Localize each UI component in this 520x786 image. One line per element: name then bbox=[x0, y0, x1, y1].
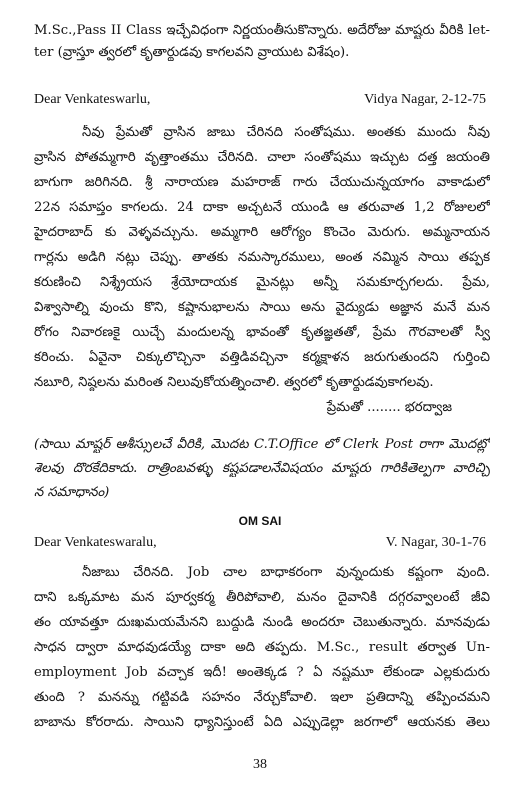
letter2-body-line: తుంది ? మనన్ను గట్టివడి సహనం నేర్చుకోవాలి. ఇలా ప్రతిదాన్ని తప్పించమని bbox=[34, 690, 490, 705]
intro-line-1: M.Sc.,Pass II Class ఇచ్చేవిధంగా నిర్ణయంతీసుకొన్నారు. అదేరోజు మాష్టరు వీరికి let- bbox=[34, 23, 490, 38]
page-number: 38 bbox=[253, 757, 267, 772]
note-line-3: న సమాధానం) bbox=[34, 485, 110, 500]
letter1-body-line: నీవు ప్రేమతో వ్రాసిన జాబు చేరినది సంతోషము. అంతకు ముందు నీవు bbox=[82, 125, 490, 140]
letter1-body-line: హైదరాబాద్ కు వెళ్ళవచ్చును. అమ్మగారి ఆరోగ్యం కొంచెం మెరుగు. అమ్మనాయన bbox=[34, 225, 490, 240]
letter1-salutation: Dear Venkateswarlu, bbox=[34, 92, 151, 107]
letter2-body-line: సాధన ద్వారా మాధవుడయ్యే దాకా అది తప్పదు. M.Sc., result తర్వాత Un- bbox=[34, 640, 490, 655]
letter2-body-line: దాని ఒక్కమాట మన పూర్వకర్మ తీరిపోవాలి, మనం దైవానికి దగ్గరవ్వాలంటే జీవి bbox=[34, 590, 490, 605]
letter1-body-line: విశ్వాసాల్ని వుంచు కొని, కష్టానుభాలను సాయి అను వైద్యుడు అజ్ఞాన మనే మన bbox=[34, 300, 490, 315]
letter2-body-line: బాబాను కోరరాదు. సాయిని ధ్యానిస్తుంటే ఏది ఎప్పుడెల్లా జరగాలో ఆయనకు తెలు bbox=[34, 715, 490, 730]
letter1-body-line: నబూరి, నిష్ఠలను మరింత నిలువుకోయత్నించాలి. త్వరలో కృతార్థుడవుకాగలవు. bbox=[34, 375, 434, 390]
intro-line-2: ter (వ్రాస్తూ త్వరలో కృతార్థుడవు కాగలవని వ్రాయుట విశేషం). bbox=[34, 45, 350, 60]
letter2-body-line: నీజాబు చేరినది. Job చాల బాధాకరంగా వున్నందుకు కష్టంగా వుంది. bbox=[82, 565, 490, 580]
letter1-closing: ప్రేమతో ........ భరద్వాజ bbox=[326, 400, 452, 415]
section-heading: OM SAI bbox=[238, 514, 282, 528]
letter1-place-date: Vidya Nagar, 2-12-75 bbox=[364, 92, 486, 107]
letter2-body-line: తం యావత్తూ దుఃఖమయమేనని బుద్ధుడి నుండి అందరూ చెబుతున్నారు. మానవుడు bbox=[34, 615, 490, 630]
note-line-2: శెలవు దొరకేదికాదు. రాత్రింబవళ్ళు కష్టపడాలనేవిషయం మాష్టరు గారికితెల్పగా వారిచ్చి bbox=[34, 461, 490, 476]
letter2-body-line: employment Job వచ్చాక ఇదీ! అంతెక్కడ ? ఏ నష్టమూ లేకుండా ఎల్లకుదురు bbox=[34, 665, 490, 680]
letter1-body-line: రోగం నివారణకై యిచ్చే మందులన్న భావంతో కృతజ్ఞతతో, ప్రేమ గౌరవాలతో స్వీ bbox=[34, 325, 490, 340]
letter2-salutation: Dear Venkateswaralu, bbox=[34, 535, 157, 550]
letter1-body-line: కరించు. ఏవైనా చిక్కులొచ్చినా వత్తిడివచ్చినా కర్మక్షాళన జరుగుతుందని గుర్తించి bbox=[34, 350, 490, 365]
letter1-body-line: వ్రాసిన పోతమ్మగారి వృత్తాంతము చేరినది. చాలా సంతోషము ఇచ్చుట దత్త జయంతి bbox=[34, 150, 490, 165]
note-line-1: (సాయి మాష్టర్ ఆశీస్సులచే వీరికి, మొదట C.T.Office లో Clerk Post రాగా మొదట్లో bbox=[34, 437, 490, 452]
letter1-body-line: గార్లను అడిగి నట్లు చెప్పు. తాతకు నమస్కారములు, అంత నమ్మిన సాయి తప్పక bbox=[34, 250, 490, 265]
letter1-body-line: బాగుగా జరిగినది. శ్రీ నారాయణ మహరాజ్ గారు చేయుచున్నయాగం వాకాడులో bbox=[34, 175, 490, 190]
letter2-place-date: V. Nagar, 30-1-76 bbox=[385, 535, 486, 550]
letter1-body-line: కరుణించి నిశ్శ్రేయస శ్రేయోదాయక మైనట్లు అన్నీ సమకూర్చగలదు. ప్రేమ, bbox=[34, 275, 490, 290]
letter1-body-line: 22న సమాప్తం కాగలదు. 24 దాకా అచ్చటనే యుండి ఆ తరువాత 1,2 రోజులలో bbox=[34, 200, 490, 215]
